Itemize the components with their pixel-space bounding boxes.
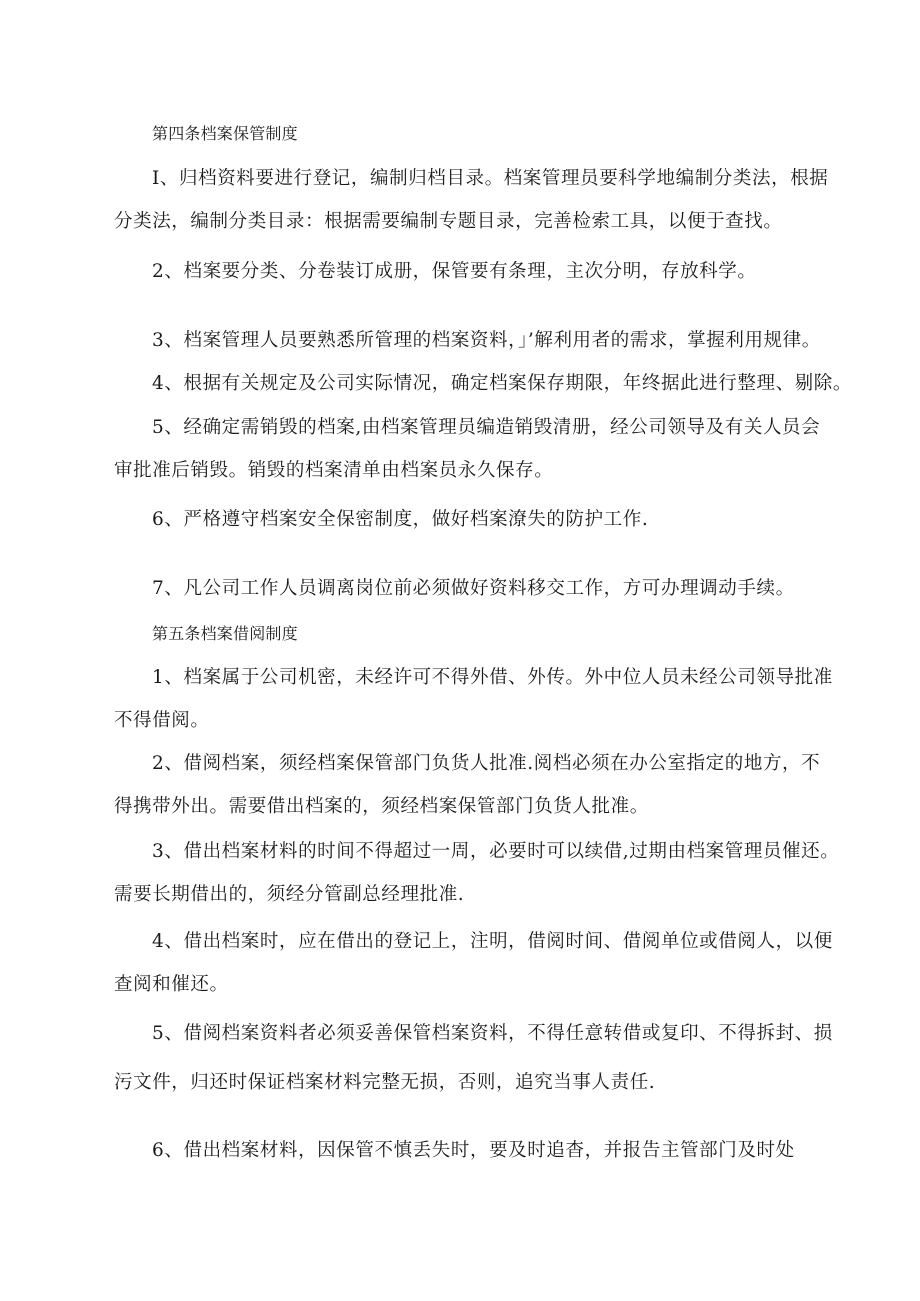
section-4-line-2: 分类法，编制分类目录：根据需要编制专题目录，完善检索工具，以便于查找。	[114, 211, 783, 232]
section-5-line-3: 2、借阅档案，须经档案保管部门负货人批准.阅档必须在办公室指定的地方，不	[152, 753, 821, 774]
section-4-line-4: 3、档案管理人员要熟悉所管理的档案资料，」’解利用者的需求，掌握利用规律。	[152, 330, 821, 351]
section-5-line-4: 得携带外出。需要借出档案的，须经档案保管部门负货人批准。	[114, 796, 649, 817]
section-4-line-6: 5、经确定需销毁的档案,由档案管理员编造销毁清册，经公司领导及有关人员会	[152, 417, 821, 438]
section-4-line-7: 审批准后销毁。销毁的档案清单由档案员永久保存。	[114, 460, 554, 481]
section-5-line-11: 6、借出档案材料，因保管不慎丢失时，要及时追杳，并报告主管部门及时处	[152, 1140, 795, 1161]
section-5-line-6: 需要长期借出的，须经分管副总经理批准.	[114, 884, 465, 905]
section-5-line-9: 5、借阅档案资料者必须妥善保管档案资料，不得任意转借或复印、不得拆封、损	[152, 1023, 833, 1044]
section-5-line-1: 1、档案属于公司机密，未经许可不得外借、外传。外中位人员未经公司领导批准	[152, 667, 833, 688]
section-4-line-1: I、归档资料要进行登记，编制归档目录。档案管理员要科学地编制分类法，根据	[152, 168, 829, 189]
section-5-line-8: 查阅和催还。	[114, 974, 229, 995]
section-4-line-8: 6、严格遵守档案安全保密制度，做好档案潦失的防护工作.	[152, 509, 649, 530]
section-5-line-5: 3、借出档案材料的时间不得超过一周，必要时可以续借,过期由档案管理员催还。	[152, 841, 840, 862]
section-4-line-9: 7、凡公司工作人员调离岗位前必须做好资料移交工作，方可办理调动手续。	[152, 578, 795, 599]
section-5-line-7: 4、借出档案时，应在借出的登记上，注明，借阅时间、借阅单位或借阅人，以便	[152, 931, 833, 952]
section-4-line-5: 4、根据有关规定及公司实际情况，确定档案保存期限，年终据此进行整理、剔除。	[152, 373, 852, 394]
section-5-line-10: 污文件，归还时保证档案材料完整无损，否则，追究当事人责任.	[114, 1072, 656, 1093]
section-4-line-3: 2、档案要分类、分卷装订成册，保管要有条理，主次分明，存放科学。	[152, 261, 757, 282]
section-5-title: 第五条档案借阅制度	[152, 624, 298, 643]
section-4-title: 第四条档案保管制度	[152, 124, 298, 143]
section-5-line-2: 不得借阅。	[114, 710, 210, 731]
